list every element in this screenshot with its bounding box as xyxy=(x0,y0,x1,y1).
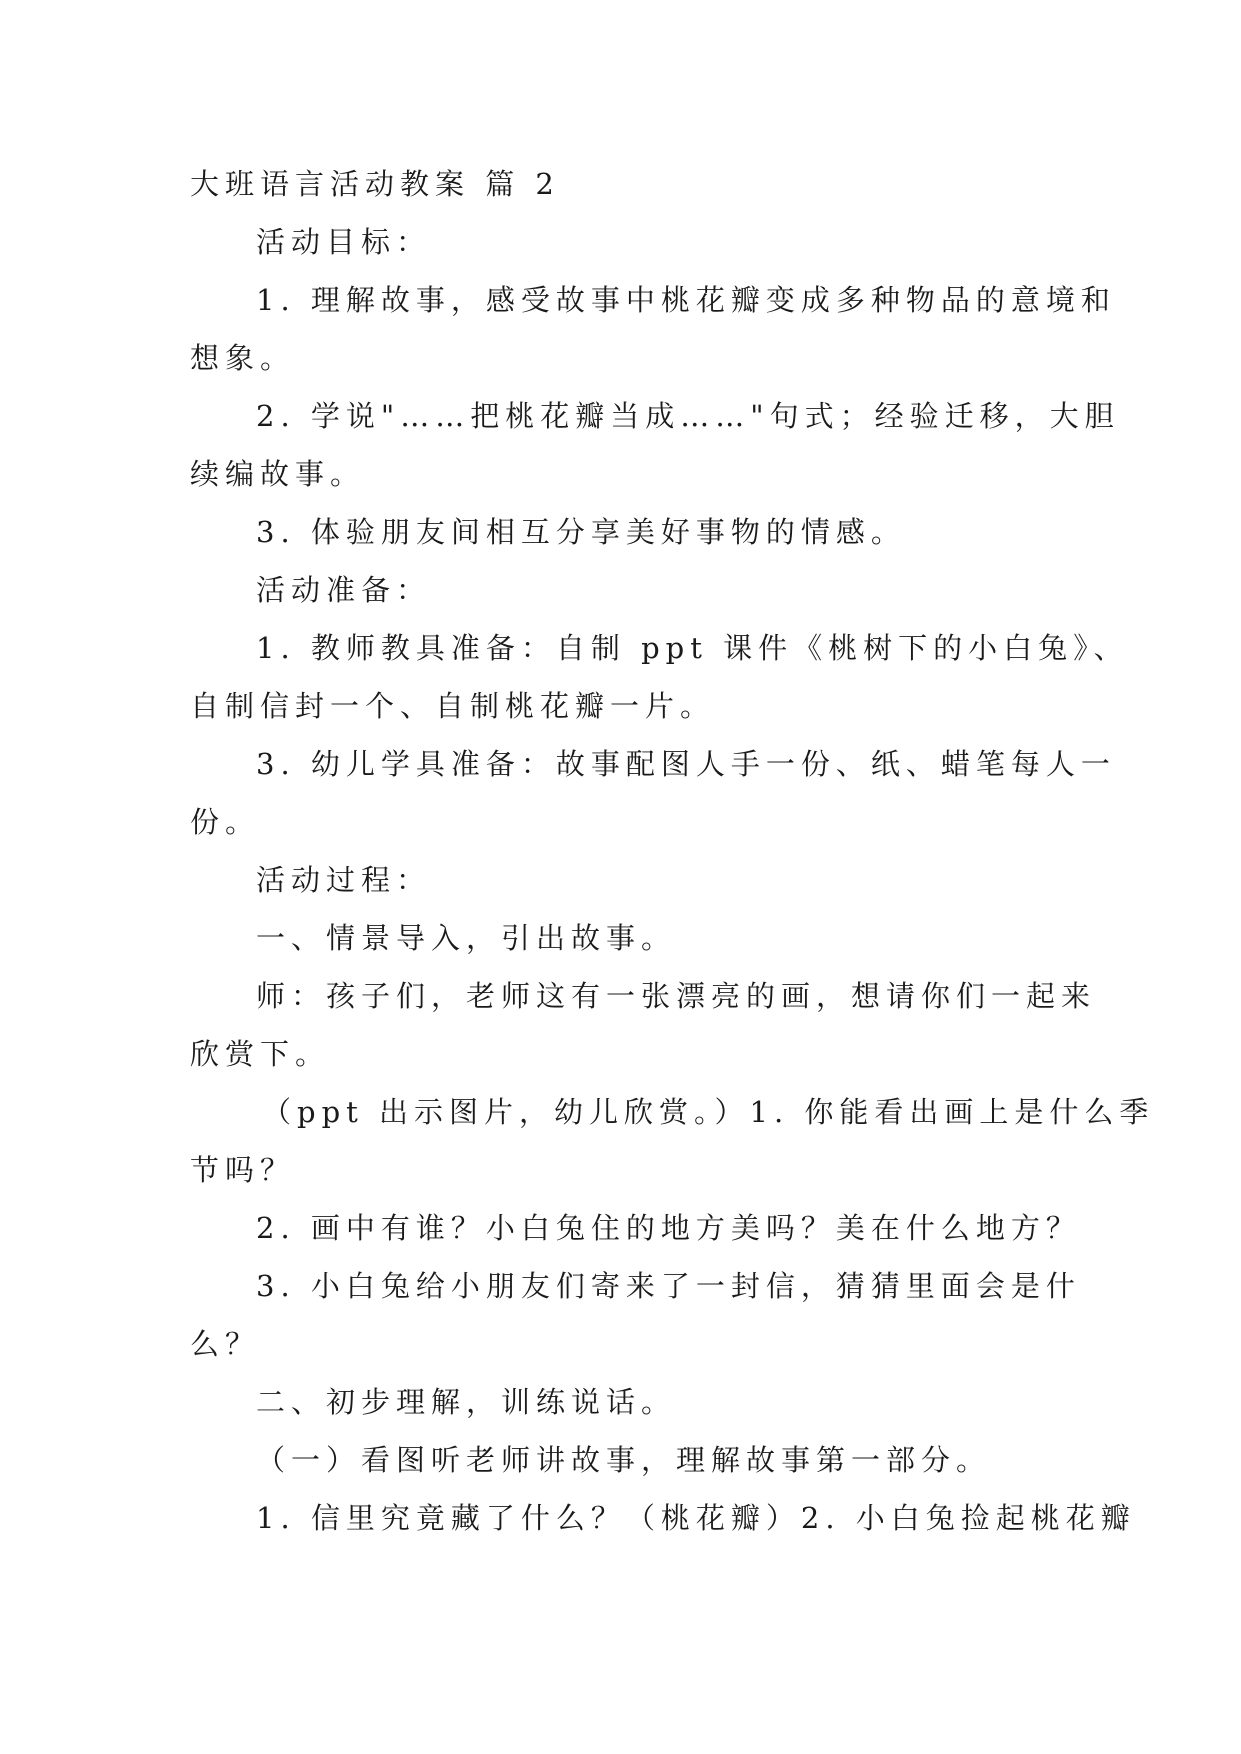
paragraph-line: 一、情景导入，引出故事。 xyxy=(256,921,677,955)
paragraph-line: 节吗？ xyxy=(190,1153,296,1187)
paragraph-line: 想象。 xyxy=(190,341,296,375)
paragraph-line: 2. 画中有谁？小白兔住的地方美吗？美在什么地方？ xyxy=(256,1211,1081,1245)
paragraph-line: 师：孩子们，老师这有一张漂亮的画，想请你们一起来 xyxy=(256,979,1097,1013)
paragraph-line: 自制信封一个、自制桃花瓣一片。 xyxy=(190,689,716,723)
paragraph-line: 3. 幼儿学具准备：故事配图人手一份、纸、蜡笔每人一 xyxy=(256,747,1116,781)
section-heading-goals: 活动目标： xyxy=(256,225,432,259)
paragraph-line: 1. 信里究竟藏了什么？（桃花瓣）2. 小白兔捡起桃花瓣 xyxy=(256,1501,1136,1535)
paragraph-line: 2. 学说"……把桃花瓣当成……"句式；经验迁移，大胆 xyxy=(256,399,1120,433)
paragraph-line: 3. 小白兔给小朋友们寄来了一封信，猜猜里面会是什 xyxy=(256,1269,1081,1303)
paragraph-line: 欣赏下。 xyxy=(190,1037,331,1071)
document-title: 大班语言活动教案 篇 2 xyxy=(190,167,560,201)
document-body xyxy=(190,155,1155,1547)
section-heading-process: 活动过程： xyxy=(256,863,432,897)
section-heading-preparation: 活动准备： xyxy=(256,573,432,607)
paragraph-line: 二、初步理解，训练说话。 xyxy=(256,1385,677,1419)
paragraph-line: 1. 理解故事，感受故事中桃花瓣变成多种物品的意境和 xyxy=(256,283,1116,317)
paragraph-line: 3. 体验朋友间相互分享美好事物的情感。 xyxy=(256,515,906,549)
paragraph-line: （ppt 出示图片，幼儿欣赏。）1. 你能看出画上是什么季 xyxy=(262,1095,1155,1129)
paragraph-line: （一）看图听老师讲故事，理解故事第一部分。 xyxy=(256,1443,992,1477)
paragraph-line: 1. 教师教具准备：自制 ppt 课件《桃树下的小白兔》、 xyxy=(256,631,1129,665)
paragraph-line: 份。 xyxy=(190,805,261,839)
paragraph-line: 么？ xyxy=(190,1327,261,1361)
paragraph-line: 续编故事。 xyxy=(190,457,366,491)
